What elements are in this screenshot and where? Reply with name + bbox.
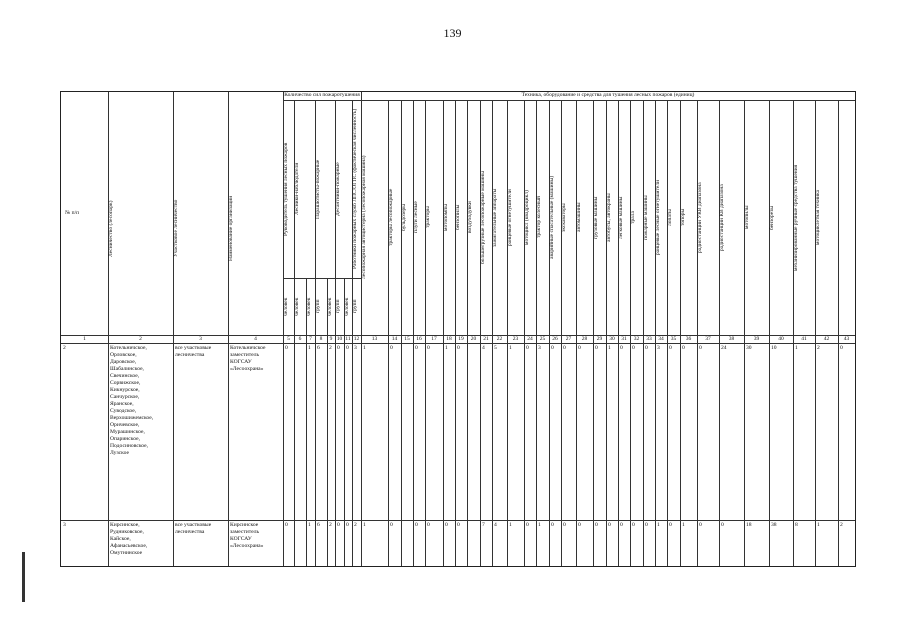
value-cell: 0 — [682, 345, 685, 351]
column-number: 30 — [609, 335, 615, 342]
forces-subgroup-header: Лесники-наблюдатели — [294, 162, 300, 216]
column-number: 14 — [391, 335, 398, 342]
district-forestry-header: Участковое лесничество — [173, 199, 179, 258]
value-cell: 2 — [354, 522, 357, 528]
value-cell: 0 — [620, 522, 623, 528]
equipment-column-header: трала — [630, 211, 636, 224]
value-cell: 0 — [526, 345, 529, 351]
district-forestry: все участковые лесничества — [175, 522, 212, 535]
value-cell: 0 — [445, 522, 448, 528]
value-cell: 0 — [699, 522, 702, 528]
value-cell: 30 — [746, 345, 752, 351]
value-cell: 0 — [285, 345, 288, 351]
forces-unit-header: групп — [352, 299, 358, 314]
column-number: 2 — [139, 335, 142, 342]
column-number: 9 — [329, 335, 333, 342]
column-number: 21 — [483, 335, 489, 342]
equipment-column-header: большегрузные лесопожарные машины — [480, 171, 486, 264]
equipment-column-header: воздуходувки — [467, 201, 473, 234]
scan-edge-mark — [22, 552, 25, 602]
value-cell: 0 — [551, 522, 554, 528]
value-cell: 8 — [795, 522, 798, 528]
value-cell: 10 — [771, 345, 777, 351]
value-cell: 1 — [682, 522, 685, 528]
column-number: 36 — [685, 335, 692, 342]
forces-subgroup-header: Парашютисты-пожарные — [315, 159, 321, 219]
column-number: 4 — [254, 335, 257, 342]
value-cell: 0 — [457, 522, 460, 528]
forces-subgroup-header: Десантники-пожарные — [335, 162, 341, 216]
value-cell: 5 — [494, 345, 497, 351]
value-cell: 0 — [620, 345, 623, 351]
value-cell: 0 — [840, 345, 843, 351]
forces-unit-header: человек — [327, 297, 333, 316]
value-cell: 0 — [415, 345, 418, 351]
column-number: 5 — [287, 335, 290, 342]
value-cell: 0 — [721, 522, 724, 528]
equipment-column-header: экскаваторы — [561, 203, 567, 232]
equipment-column-header: лопаты — [667, 209, 673, 226]
value-cell: 1 — [509, 522, 512, 528]
row-number: 3 — [63, 522, 66, 528]
column-number: 32 — [633, 335, 640, 342]
column-number: 7 — [309, 335, 312, 342]
forces-subgroup-header: Работники пожарных служб ЛПС/ОГПС (фактическая численность) — [352, 108, 358, 270]
organization-name: Кирсинское заместитель КОГСАУ «Лесоохрана» — [230, 522, 264, 549]
equipment-column-header: ранцевые огнетушители — [507, 189, 513, 246]
column-number: 20 — [470, 335, 477, 342]
value-cell: 0 — [578, 522, 581, 528]
column-number: 23 — [512, 335, 519, 342]
column-number: 11 — [345, 335, 351, 342]
value-cell: 0 — [337, 345, 340, 351]
value-cell: 1 — [817, 522, 820, 528]
value-cell: 6 — [317, 522, 320, 528]
equipment-column-header: бензопилы — [455, 204, 461, 231]
equipment-column-header: тракторы — [425, 206, 431, 229]
equipment-column-header: ранцевые лесные огнетушители — [655, 179, 661, 256]
value-cell: 0 — [337, 522, 340, 528]
equipment-column-header: мотопомпы — [443, 204, 449, 231]
value-cell: 1 — [445, 345, 448, 351]
value-cell: 0 — [346, 345, 349, 351]
equipment-column-header: мотоциклетная техника — [815, 189, 821, 246]
organization-name: Котельничское заместитель КОГСАУ «Лесоохрана» — [230, 345, 266, 372]
value-cell: 0 — [390, 345, 393, 351]
equipment-column-header: лесопожарная автоцистерна (лесопожарная машина) — [361, 155, 367, 280]
value-cell: 6 — [317, 345, 320, 351]
value-cell: 0 — [669, 522, 672, 528]
forces-subgroup-header: Руководитель тушения лесных пожаров — [283, 142, 289, 236]
equipment-column-header: плуги лесные — [413, 201, 419, 234]
equipment-column-header: топоры — [680, 208, 686, 227]
forces-unit-header: групп — [335, 299, 341, 314]
forces-group-header: Количество сил пожаротушения — [284, 92, 360, 98]
equipment-column-header: зажигательные аппараты — [492, 188, 498, 247]
value-cell: 0 — [595, 522, 598, 528]
value-cell: 0 — [563, 345, 566, 351]
forestry-header: Лесничество (лесопарк) — [108, 200, 114, 257]
value-cell: 1 — [308, 522, 311, 528]
value-cell: 3 — [657, 345, 660, 351]
value-cell: 0 — [526, 522, 529, 528]
value-cell: 0 — [595, 345, 598, 351]
column-number: 1 — [83, 335, 86, 342]
value-cell: 2 — [329, 345, 332, 351]
value-cell: 0 — [669, 345, 672, 351]
forestry-list: Котельничское, Орловское, Даровское, Шабалинское, Свечинское, Сорвижское, Кикнурское, Санчурское, Яранское, Суводское, Верхошижемское, Оричевское, Мурашинское, Опаринское, Подосиновское, Лузское — [110, 345, 154, 456]
column-number: 27 — [565, 335, 572, 342]
column-number: 35 — [670, 335, 677, 342]
column-number: 12 — [353, 335, 360, 342]
value-cell: 38 — [771, 522, 777, 528]
equipment-column-header: бензорезы — [769, 205, 775, 230]
column-number: 43 — [843, 335, 850, 342]
row-number-header: № п/п — [65, 210, 80, 216]
value-cell: 2 — [817, 345, 820, 351]
value-cell: 0 — [551, 345, 554, 351]
equipment-column-header: автомашины — [576, 202, 582, 233]
value-cell: 1 — [538, 522, 541, 528]
value-cell: 0 — [390, 522, 393, 528]
column-number: 40 — [778, 335, 784, 342]
value-cell: 7 — [482, 522, 485, 528]
grid-line — [61, 520, 855, 521]
value-cell: 0 — [632, 522, 635, 528]
equipment-column-header: пожарные машины — [643, 195, 649, 240]
column-number: 34 — [658, 335, 664, 342]
column-number: 39 — [753, 335, 760, 342]
organization-header: Наименование организации — [228, 195, 234, 262]
value-cell: 4 — [482, 345, 485, 351]
column-number: 19 — [458, 335, 464, 342]
value-cell: 1 — [308, 345, 311, 351]
equipment-column-header: мотопилы — [744, 205, 750, 230]
grid-line — [61, 343, 855, 344]
equipment-column-header: грузовые машины — [593, 196, 599, 239]
value-cell: 0 — [415, 522, 418, 528]
row-number: 2 — [63, 345, 66, 351]
district-forestry: все участковые лесничества — [175, 345, 212, 358]
column-number: 6 — [298, 335, 302, 342]
column-number: 22 — [496, 335, 503, 342]
column-number: 15 — [404, 335, 410, 342]
value-cell: 0 — [645, 522, 648, 528]
column-number: 8 — [319, 335, 323, 342]
forest-fire-resources-table — [60, 91, 856, 567]
equipment-column-header: легковые машины — [618, 196, 624, 239]
column-number: 41 — [801, 335, 807, 342]
grid-line — [838, 100, 839, 566]
value-cell: 0 — [632, 345, 635, 351]
equipment-column-header: радиостанции УКВ диапазона — [697, 182, 703, 253]
value-cell: 1 — [795, 345, 798, 351]
value-cell: 0 — [645, 345, 648, 351]
column-number: 3 — [199, 335, 202, 342]
value-cell: 18 — [746, 522, 752, 528]
value-cell: 0 — [285, 522, 288, 528]
value-cell: 1 — [608, 345, 611, 351]
equipment-column-header: автобусы, автокраны — [606, 193, 612, 242]
value-cell: 4 — [494, 522, 497, 528]
column-number: 29 — [596, 335, 603, 342]
value-cell: 0 — [457, 345, 460, 351]
value-cell: 2 — [840, 522, 843, 528]
column-number: 10 — [336, 335, 343, 342]
column-number: 24 — [527, 335, 533, 342]
column-number: 37 — [705, 335, 711, 342]
value-cell: 2 — [329, 522, 332, 528]
equipment-column-header: тракторы лесопожарные — [388, 188, 394, 247]
column-number: 38 — [728, 335, 735, 342]
column-number: 13 — [371, 335, 378, 342]
value-cell: 1 — [363, 522, 366, 528]
value-cell: 0 — [427, 345, 430, 351]
equipment-column-header: механизированные ручные средства тушения — [793, 164, 799, 271]
value-cell: 3 — [354, 345, 357, 351]
forces-unit-header: групп — [315, 299, 321, 314]
column-number: 25 — [539, 335, 546, 342]
column-number: 42 — [823, 335, 830, 342]
forces-unit-header: человек — [283, 297, 289, 316]
value-cell: 1 — [657, 522, 660, 528]
value-cell: 0 — [699, 345, 702, 351]
value-cell: 0 — [346, 522, 349, 528]
forces-unit-header: человек — [306, 297, 312, 316]
page-number: 139 — [443, 26, 462, 40]
equipment-column-header: мотоцикл (квадроцикл) — [524, 190, 530, 245]
column-number: 17 — [431, 335, 437, 342]
column-number: 26 — [552, 335, 558, 342]
column-number: 16 — [416, 335, 422, 342]
forces-unit-header: человек — [294, 297, 300, 316]
column-number: 18 — [446, 335, 452, 342]
equipment-column-header: бульдозеры — [401, 204, 407, 231]
value-cell: 0 — [608, 522, 611, 528]
column-number: 31 — [621, 335, 627, 342]
value-cell: 3 — [538, 345, 541, 351]
equipment-group-header: Техника, оборудование и средства для тушения лесных пожаров (единиц) — [521, 92, 695, 98]
equipment-column-header: трактор колесный — [536, 196, 542, 239]
equipment-column-header: аварийные спасательные (машины) — [549, 175, 555, 260]
value-cell: 0 — [563, 522, 566, 528]
equipment-column-header: радиостанции КВ диапазона — [719, 184, 725, 251]
value-cell: 0 — [578, 345, 581, 351]
value-cell: 1 — [363, 345, 366, 351]
forces-unit-header: человек — [344, 297, 350, 316]
value-cell: 0 — [427, 522, 430, 528]
forestry-list: Кирсинское, Рудниковское, Кайское, Афанасьевское, Омутнинское — [110, 522, 148, 556]
value-cell: 1 — [509, 345, 512, 351]
column-number: 28 — [581, 335, 588, 342]
column-number: 33 — [646, 335, 652, 342]
value-cell: 24 — [721, 345, 727, 351]
